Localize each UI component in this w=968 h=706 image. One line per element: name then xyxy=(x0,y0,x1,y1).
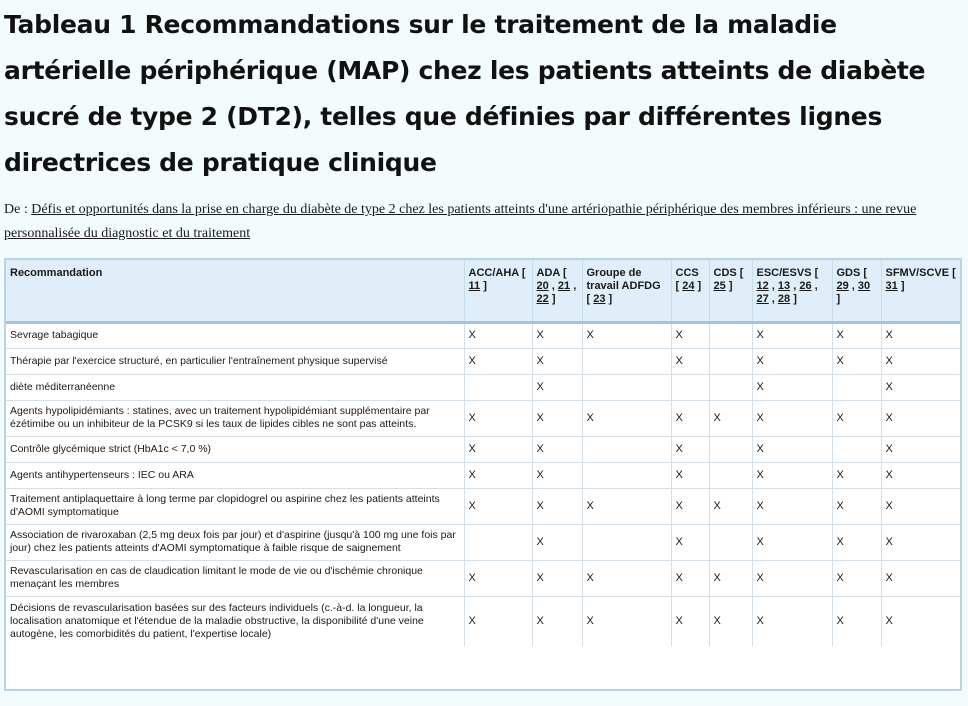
guideline-mark-cell: X xyxy=(709,488,752,524)
guideline-mark-cell xyxy=(709,524,752,560)
guideline-mark-cell: X xyxy=(881,560,960,596)
column-header-suffix: ] xyxy=(608,293,613,305)
reference-link[interactable]: 21 xyxy=(557,280,571,292)
guideline-mark-cell: X xyxy=(881,400,960,436)
recommendation-cell: Thérapie par l'exercice structuré, en particulier l'entraînement physique supervisé xyxy=(6,348,464,374)
guideline-mark-cell: X xyxy=(881,348,960,374)
recommendation-cell: diète méditerranéenne xyxy=(6,374,464,400)
table-row xyxy=(6,348,960,374)
reference-link[interactable]: 24 xyxy=(682,280,695,292)
guideline-mark-cell: X xyxy=(671,436,709,462)
guideline-mark-cell: X xyxy=(752,348,832,374)
guideline-mark-cell: X xyxy=(832,400,881,436)
guideline-mark-cell xyxy=(832,436,881,462)
guideline-mark-cell: X xyxy=(881,488,960,524)
column-header-label: CDS [ xyxy=(713,267,744,279)
table-header-row xyxy=(6,260,960,322)
guideline-mark-cell: X xyxy=(832,524,881,560)
reference-link[interactable]: 20 xyxy=(536,280,549,292)
column-header-suffix: ] xyxy=(900,280,905,292)
guideline-mark-cell: X xyxy=(671,400,709,436)
guideline-mark-cell xyxy=(709,462,752,488)
guideline-mark-cell: X xyxy=(881,596,960,646)
guideline-mark-cell: X xyxy=(532,560,582,596)
guideline-mark-cell xyxy=(582,524,671,560)
guideline-mark-cell: X xyxy=(709,400,752,436)
reference-link[interactable]: 13 xyxy=(777,280,791,292)
guideline-mark-cell: X xyxy=(881,462,960,488)
guideline-mark-cell: X xyxy=(832,560,881,596)
column-header-suffix: ] xyxy=(836,293,841,305)
guideline-mark-cell: X xyxy=(532,348,582,374)
guideline-mark-cell: X xyxy=(832,322,881,348)
table-row xyxy=(6,488,960,524)
column-header-recommendation xyxy=(6,260,464,322)
reference-link[interactable]: 25 xyxy=(713,280,726,292)
column-header-guideline xyxy=(881,260,960,322)
table-row xyxy=(6,524,960,560)
column-header-label: ADA [ xyxy=(536,267,567,279)
reference-link[interactable]: 29 xyxy=(836,280,849,292)
column-header-guideline: ESC/ESVS [ 12 , 13 , 26 , 27 , 28 ] xyxy=(752,260,832,322)
guideline-mark-cell: X xyxy=(671,524,709,560)
guideline-mark-cell: X xyxy=(832,348,881,374)
guideline-mark-cell: X xyxy=(752,436,832,462)
reference-link[interactable]: 27 xyxy=(756,293,769,305)
guideline-mark-cell: X xyxy=(752,488,832,524)
guideline-mark-cell: X xyxy=(582,596,671,646)
column-header-label: GDS [ xyxy=(836,267,868,279)
guideline-mark-cell xyxy=(464,374,532,400)
guideline-mark-cell xyxy=(582,462,671,488)
table-row xyxy=(6,462,960,488)
source-prefix: De : xyxy=(4,202,28,217)
table-row xyxy=(6,596,960,646)
recommendation-cell: Association de rivaroxaban (2,5 mg deux fois par jour) et d'aspirine (jusqu'à 100 mg une fois par jour) chez les patients atteints d'AOMI symptomatique à faible risque de saignement xyxy=(6,524,464,560)
table-body xyxy=(6,322,960,646)
reference-link[interactable]: 23 xyxy=(593,293,606,305)
guideline-mark-cell: X xyxy=(532,596,582,646)
table xyxy=(6,260,960,646)
guideline-mark-cell: X xyxy=(464,348,532,374)
recommendation-cell: Agents antihypertenseurs : IEC ou ARA xyxy=(6,462,464,488)
source-article-link[interactable]: Défis et opportunités dans la prise en charge du diabète de type 2 chez les patients atteints d'une artériopathie périphérique des membres inférieurs : une revue personnalisée du diagnostic et du traitement xyxy=(4,202,917,241)
guideline-mark-cell xyxy=(582,348,671,374)
guideline-mark-cell: X xyxy=(752,524,832,560)
guideline-mark-cell: X xyxy=(671,560,709,596)
guideline-mark-cell: X xyxy=(671,488,709,524)
guideline-mark-cell: X xyxy=(832,596,881,646)
table-row xyxy=(6,374,960,400)
guideline-mark-cell: X xyxy=(709,560,752,596)
guideline-mark-cell: X xyxy=(464,488,532,524)
guideline-mark-cell xyxy=(709,374,752,400)
guideline-mark-cell: X xyxy=(752,400,832,436)
recommendation-cell: Revascularisation en cas de claudication limitant le mode de vie ou d'ischémie chronique menaçant les membres xyxy=(6,560,464,596)
guideline-mark-cell: X xyxy=(881,436,960,462)
guideline-mark-cell: X xyxy=(582,322,671,348)
guideline-mark-cell: X xyxy=(671,596,709,646)
reference-link[interactable]: 26 xyxy=(799,280,812,292)
reference-link[interactable]: 28 xyxy=(777,293,791,305)
guideline-mark-cell: X xyxy=(582,400,671,436)
column-header-guideline xyxy=(464,260,532,322)
column-header-label: ESC/ESVS [ xyxy=(756,267,819,279)
column-header-guideline: GDS [ 29 , 30 ] xyxy=(832,260,881,322)
guideline-mark-cell: X xyxy=(671,348,709,374)
column-header-label: CCS [ xyxy=(675,267,699,292)
guideline-mark-cell: X xyxy=(532,374,582,400)
guideline-mark-cell: X xyxy=(671,462,709,488)
table-row xyxy=(6,400,960,436)
guideline-mark-cell: X xyxy=(752,560,832,596)
column-header-suffix: ] xyxy=(551,293,556,305)
reference-link[interactable]: 22 xyxy=(536,293,549,305)
guideline-mark-cell: X xyxy=(709,596,752,646)
guideline-mark-cell: X xyxy=(881,374,960,400)
guideline-mark-cell: X xyxy=(752,322,832,348)
guideline-mark-cell: X xyxy=(881,524,960,560)
guideline-mark-cell: X xyxy=(582,488,671,524)
recommendation-cell: Traitement antiplaquettaire à long terme par clopidogrel ou aspirine chez les patients atteints d'AOMI symptomatique xyxy=(6,488,464,524)
guideline-mark-cell: X xyxy=(532,322,582,348)
guideline-mark-cell: X xyxy=(464,596,532,646)
guideline-mark-cell: X xyxy=(464,436,532,462)
column-header-suffix: ] xyxy=(793,293,797,305)
guideline-mark-cell xyxy=(464,524,532,560)
guideline-mark-cell xyxy=(832,374,881,400)
guideline-mark-cell: X xyxy=(881,322,960,348)
guideline-mark-cell: X xyxy=(464,560,532,596)
guideline-mark-cell xyxy=(671,374,709,400)
column-header-guideline xyxy=(671,260,709,322)
table-row xyxy=(6,436,960,462)
recommendations-table xyxy=(4,258,962,691)
guideline-mark-cell: X xyxy=(464,462,532,488)
guideline-mark-cell: X xyxy=(532,488,582,524)
guideline-mark-cell: X xyxy=(832,462,881,488)
guideline-mark-cell xyxy=(709,322,752,348)
column-header-guideline: ADA [ 20 , 21 , 22 ] xyxy=(532,260,582,322)
page-title: Tableau 1 Recommandations sur le traitement de la maladie artérielle périphérique (MAP) chez les patients atteints de diabète sucré de type 2 (DT2), telles que définies par différentes lignes directrices de pratique clinique xyxy=(4,10,926,177)
guideline-mark-cell: X xyxy=(582,560,671,596)
guideline-mark-cell xyxy=(709,436,752,462)
column-header-suffix: ] xyxy=(483,280,487,292)
recommendation-cell: Décisions de revascularisation basées sur des facteurs individuels (c.-à-d. la longueur, la localisation anatomique et l'étendue de la maladie obstructive, la disponibilité d'une veine autogène, les comorbidités du patient, l'expertise locale) xyxy=(6,596,464,646)
column-header-label: Groupe de travail ADFDG [ xyxy=(586,267,661,305)
guideline-mark-cell: X xyxy=(532,462,582,488)
guideline-mark-cell: X xyxy=(752,374,832,400)
guideline-mark-cell xyxy=(709,348,752,374)
recommendation-cell: Contrôle glycémique strict (HbA1c < 7,0 %) xyxy=(6,436,464,462)
guideline-mark-cell: X xyxy=(832,488,881,524)
column-header-label: ACC/AHA [ xyxy=(468,267,526,279)
guideline-mark-cell: X xyxy=(752,596,832,646)
guideline-mark-cell: X xyxy=(532,400,582,436)
recommendation-cell: Sevrage tabagique xyxy=(6,322,464,348)
reference-link[interactable]: 12 xyxy=(756,280,769,292)
source-line xyxy=(4,198,962,246)
column-header-label: SFMV/SCVE [ xyxy=(885,267,956,279)
guideline-mark-cell xyxy=(582,436,671,462)
column-header-suffix: ] xyxy=(697,280,702,292)
guideline-mark-cell: X xyxy=(464,400,532,436)
guideline-mark-cell: X xyxy=(752,462,832,488)
table-row xyxy=(6,560,960,596)
guideline-mark-cell: X xyxy=(464,322,532,348)
reference-link[interactable]: 11 xyxy=(468,280,481,292)
reference-link[interactable]: 31 xyxy=(885,280,898,292)
guideline-mark-cell xyxy=(582,374,671,400)
guideline-mark-cell: X xyxy=(532,436,582,462)
table-row xyxy=(6,322,960,348)
guideline-mark-cell: X xyxy=(532,524,582,560)
column-header-label: Recommandation xyxy=(10,267,103,279)
column-header-guideline xyxy=(582,260,671,322)
column-header-suffix: ] xyxy=(728,280,733,292)
reference-link[interactable]: 30 xyxy=(857,280,871,292)
guideline-mark-cell: X xyxy=(671,322,709,348)
column-header-guideline xyxy=(709,260,752,322)
recommendation-cell: Agents hypolipidémiants : statines, avec un traitement hypolipidémiant supplémentaire par ézétimibe ou un inhibiteur de la PCSK9 si les taux de lipides cibles ne sont pas atteints. xyxy=(6,400,464,436)
